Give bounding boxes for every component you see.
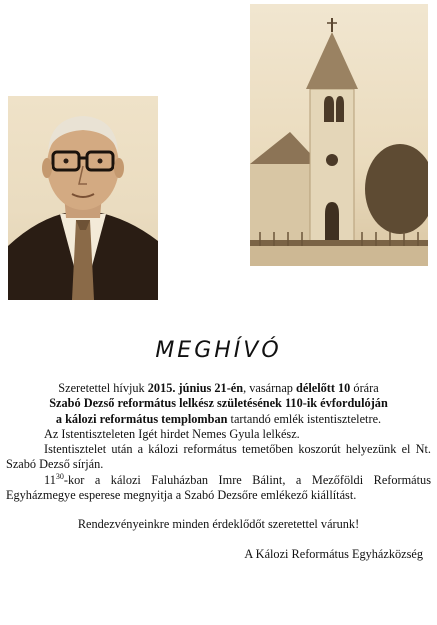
text-segment: , vasárnap <box>243 381 297 395</box>
event-date: 2015. június 21-én <box>147 381 244 395</box>
invitation-line-1 <box>6 381 431 396</box>
invitation-text <box>6 381 431 562</box>
exhibition-paragraph <box>6 473 431 504</box>
sermon-paragraph: Az Istentiszteleten Igét hirdet Nemes Gyula lelkész. <box>44 426 300 441</box>
invitation-line-3 <box>6 412 431 427</box>
exhibition-hour: 11 <box>44 472 56 487</box>
page-title: MEGHÍVÓ <box>155 338 282 363</box>
wreath-paragraph: Istentisztelet után a kálozi református temetőben koszorút helyezünk el Nt. Szabó Dezső sírján. <box>6 442 431 472</box>
text-segment: órára <box>350 381 379 395</box>
text-segment: Szeretettel hívjuk <box>58 381 148 395</box>
invitation-line-2 <box>6 396 431 411</box>
welcome-paragraph: Rendezvényeinkre minden érdeklődőt szeretettel várunk! <box>77 517 360 532</box>
event-time: délelőtt 10 <box>296 381 351 395</box>
text-segment: tartandó emlék istentiszteletre. <box>227 411 382 426</box>
exhibition-text: -kor a kálozi Faluházban Imre Bálint, a Mezőföldi Református Egyházmegye esperese megnyitja a Szabó Dezsőre emlékező kiállítást. <box>6 472 431 503</box>
portrait-photo <box>8 96 158 300</box>
church-photo <box>250 4 428 266</box>
signature: A Kálozi Református Egyházközség <box>244 546 423 561</box>
anniversary-text: Szabó Dezső református lelkész születésének 110-ik évfordulóján <box>49 396 388 411</box>
exhibition-minute: 30 <box>55 471 64 481</box>
venue-text: a kálozi református templomban <box>55 411 228 426</box>
